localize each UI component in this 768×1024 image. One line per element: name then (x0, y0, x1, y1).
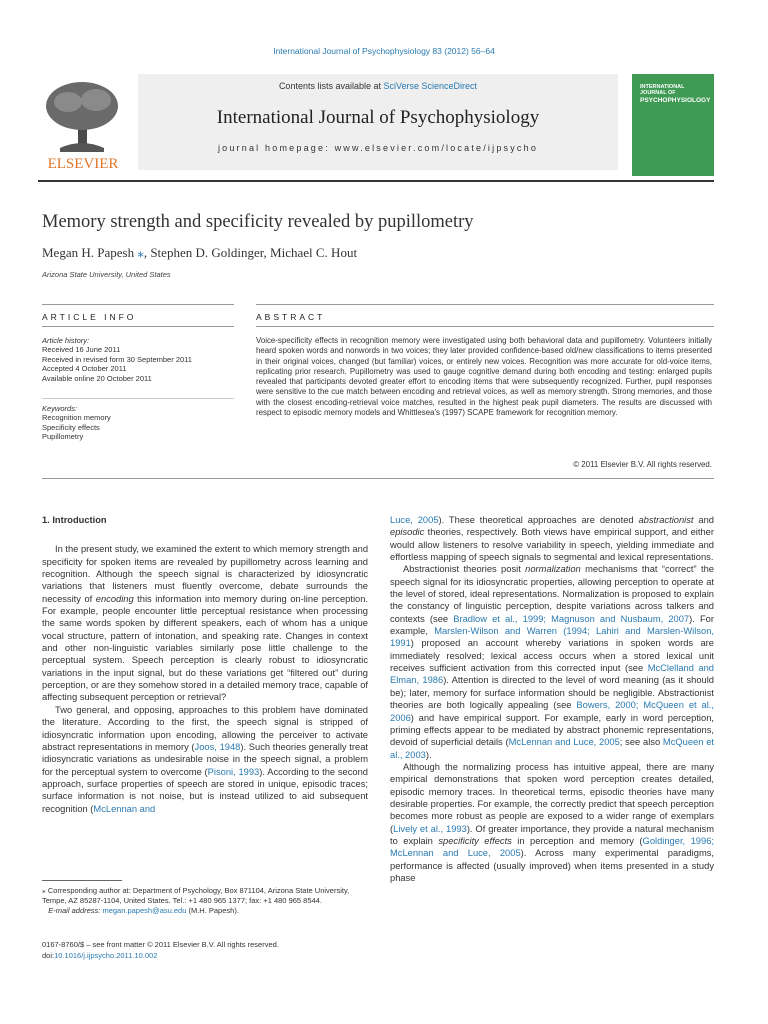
keyword-item: Recognition memory (42, 413, 111, 423)
cover-line2: PSYCHOPHYSIOLOGY (640, 97, 711, 104)
paragraph: Abstractionist theories posit normalization mechanisms that “correct” the speech signal for its idiosyncratic properties, allowing perception to operate at the level of stored, ideal representations. Normalization is proposed to explain the constancy of linguistic perception, despite variations across talkers and contexts (see Bradlow et al., 1999; Magnuson and Nusbaum, 2007). For example, Marslen-Wilson and Warren (1994; Lahiri and Marslen-Wilson, 1991) proposed an account whereby variations in spoken words are immediately resolved; lexical access occurs when a stored lexical unit receives sufficient activation from this corrected input (see McClelland and Elman, 1986). Attention is directed to the level of word meaning (as it should be); later, memory for surface information should be negligible. Abstractionist theories are both logically appealing (see Bowers, 2000; McQueen et al., 2006) and have empirical support. For example, early in word perception, priming effects appear to be mediated by abstract phonemic representations, devoid of superficial details (McLennan and Luce, 2005; see also McQueen et al., 2003). (390, 564, 715, 760)
section-heading-introduction: 1. Introduction (42, 515, 107, 525)
paragraph: Although the normalizing process has intuitive appeal, there are many empirical demonstrations that spoken word perception creates detailed, episodic memory traces. In theoretical terms, episodic theories have many desirable properties. For example, the correctly predict that speech perception becomes more robust as people are exposed to a wider range of exemplars (Lively et al., 1993). Of greater importance, they provide a natural mechanism to explain specificity effects in perception and memory (Goldinger, 1996; McLennan and Luce, 2005). Across many experimental paradigms, performance is affected (usually improved) when items presented in a study phase (390, 761, 715, 883)
journal-cover-thumbnail[interactable] (632, 74, 714, 176)
sciencedirect-link[interactable]: SciVerse ScienceDirect (383, 81, 478, 91)
paragraph: Two general, and opposing, approaches to this problem have dominated the literature. According to the first, the speech signal is stripped of idiosyncratic information upon encoding, allowing the perceiver to activate abstract representations in memory (Joos, 1948). Such theories generally treat idiosyncratic variations as undesirable noise in the speech signal, a problem for the perceptual system to overcome (Pisoni, 1993). According to the second approach, surface properties of speech are stored in unique, episodic traces; surface information is not noise, but is instead utilized to aid subsequent recognition (McLennan and (42, 704, 368, 814)
citation-link[interactable]: Goldinger, 1996; McLennan and Luce, 2005 (390, 835, 714, 859)
journal-masthead (38, 72, 714, 182)
other-authors: , Stephen D. Goldinger, Michael C. Hout (143, 245, 358, 260)
keywords (42, 404, 232, 442)
journal-homepage (138, 143, 618, 153)
keyword-item: Specificity effects (42, 422, 100, 432)
masthead-center (138, 74, 618, 170)
journal-citation[interactable]: International Journal of Psychophysiology 83 (2012) 56–64 (273, 46, 495, 56)
footnote-divider (42, 880, 122, 881)
citation-link[interactable]: McClelland and Elman, 1986 (390, 663, 715, 686)
citation-link[interactable]: McLennan and Luce, 2005 (508, 737, 620, 748)
front-matter-line: 0167-8760/$ – see front matter © 2011 Elsevier B.V. All rights reserved. (42, 940, 279, 949)
divider-keywords (42, 398, 234, 399)
paper-title: Memory strength and specificity revealed by pupillometry (42, 212, 474, 232)
article-history (42, 336, 232, 383)
citation-link[interactable]: McQueen et al., 2003 (390, 737, 714, 760)
doi-prefix: doi: (42, 950, 55, 960)
abstract-text: Voice-specificity effects in recognition memory were investigated using both behavioral data and pupillometry. Volunteers initially heard spoken words and nonwords in two voices; they later provided confidence-based old/new classifications to items presented in their original voices, changed (but familiar) voices, or entirely new voices. Recognition was more accurate for old-voice items, replicating prior research. Pupillometry was used to gauge cognitive demand during both encoding and testing: enlarged pupils revealed that participants devoted greater effort to encoding items that were subsequently recognized. Further, pupil responses were sensitive to the cue match between encoding and retrieval voices, as well as memory strength. Strong memories, and those with the closest encoding-retrieval voice matches, resulted in the highest peak pupil diameters. The results are discussed with respect to episodic memory models and Whittlesea's (1997) SCAPE framework for recognition memory. (256, 336, 712, 418)
elsevier-tree-logo (38, 78, 128, 174)
citation-link[interactable]: Pisoni, 1993 (207, 766, 260, 777)
citation-link[interactable]: McLennan and (93, 803, 156, 814)
keywords-label: Keywords: (42, 404, 78, 413)
homepage-url[interactable]: www.elsevier.com/locate/ijpsycho (334, 143, 539, 153)
doi-link[interactable]: 10.1016/j.ijpsycho.2011.10.002 (54, 950, 158, 960)
body-column-left (42, 514, 368, 815)
footnote-mark: ⁎ (42, 886, 46, 895)
journal-title: International Journal of Psychophysiology (216, 107, 540, 128)
history-item: Accepted 4 October 2011 (42, 364, 127, 374)
citation-link[interactable]: Bowers, 2000; McQueen et al., 2006 (390, 700, 714, 723)
citation-link[interactable]: Luce, 2005 (390, 515, 439, 525)
history-label: Article history: (42, 336, 90, 345)
author-1: Megan H. Papesh (42, 245, 138, 260)
paragraph: Luce, 2005). These theoretical approaches are denoted abstractionist and episodic theories, respectively. Both views have empirical support, and either would allow listeners to resolve variability in speech, yielding immediate and effortless mapping of speech signals to segmental and lexical representations. (390, 515, 714, 563)
divider-abstract-bottom (256, 326, 714, 327)
divider-info-bottom (42, 326, 234, 327)
paragraph: In the present study, we examined the extent to which memory strength and specificity for spoken items are revealed by pupillometry across learning and recognition. Although the speech signal is characterized by idiosyncratic variations that listeners must fluently overcome, debate surrounds the necessity of encoding this information into memory during on-line perception. For example, people encounter little perceptual resistance when processing the same words spoken by different speakers, each of whom has a unique vocal structure, pattern of intonation, and speaking rate. Changes in context and other non-linguistic variables similarly pose little challenge to the perceptual system. Speech perception is clearly robust to idiosyncratic variations in the input signal, but do these variations get “filtered out” during perception, or are they somehow stored in a detailed memory trace, capable of affecting subsequent perception or retrieval? (42, 544, 369, 703)
citation-link[interactable]: Marslen-Wilson and Warren (1994; Lahiri and Marslen-Wilson, 1991 (390, 626, 714, 649)
divider-body (42, 478, 714, 479)
doi-line (42, 951, 368, 962)
article-info-heading: ARTICLE INFO (42, 312, 137, 322)
citation-link[interactable]: Bradlow et al., 1999; Magnuson and Nusbaum, 2007 (453, 613, 690, 624)
body-column-right (390, 514, 714, 884)
affiliation: Arizona State University, United States (42, 270, 171, 279)
history-item: Received in revised form 30 September 2011 (42, 354, 192, 364)
history-item: Received 16 June 2011 (42, 345, 121, 355)
citation-link[interactable]: Joos, 1948 (194, 741, 241, 752)
email-suffix: (M.H. Papesh). (186, 906, 239, 915)
cover-line1: INTERNATIONAL JOURNAL OF (640, 84, 685, 96)
history-item: Available online 20 October 2011 (42, 373, 152, 383)
contents-line (138, 81, 618, 91)
elsevier-wordmark: ELSEVIER (47, 156, 119, 172)
email-link[interactable]: megan.papesh@asu.edu (102, 906, 187, 915)
contents-prefix: Contents lists available at (278, 81, 384, 91)
divider-abstract-top (256, 304, 714, 305)
abstract-copyright: © 2011 Elsevier B.V. All rights reserved. (573, 460, 712, 469)
email-label: E-mail address: (48, 906, 103, 915)
author-list (42, 245, 357, 261)
footnote-corresponding-author (42, 886, 368, 916)
citation-link[interactable]: Lively et al., 1993 (393, 823, 467, 834)
abstract-heading: ABSTRACT (256, 312, 326, 322)
divider-info-top (42, 304, 234, 305)
page-footer (42, 940, 368, 961)
homepage-prefix: journal homepage: (217, 143, 335, 153)
keyword-item: Pupillometry (42, 432, 84, 442)
corresponding-author-mark[interactable]: ⁎ (137, 245, 144, 260)
footnote-text: Corresponding author at: Department of Psychology, Box 871104, Arizona State University, Tempe, AZ 85287-1104, United States. Tel.: +1 480 965 1377; fax: +1 480 965 8544. (42, 886, 350, 905)
